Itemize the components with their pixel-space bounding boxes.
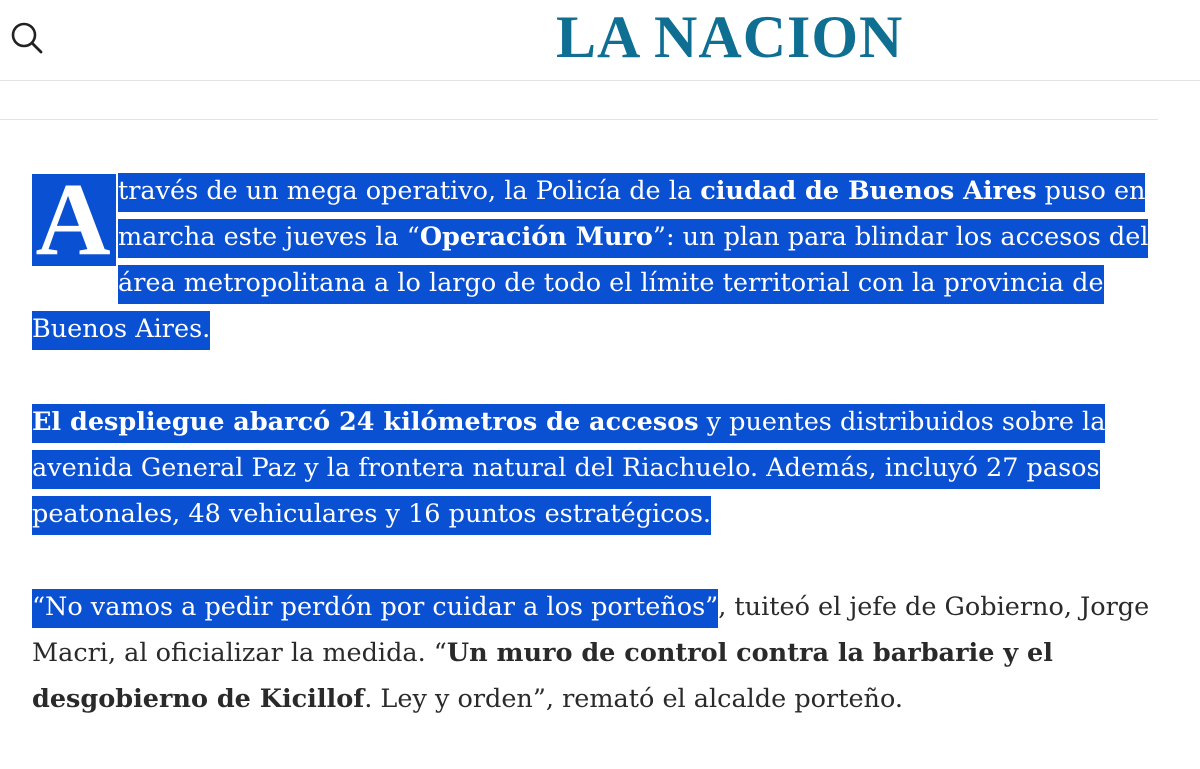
paragraph-1: Através de un mega operativo, la Policía de la ciudad de Buenos Aires puso en marcha este jueves la “Operación Muro”: un plan para blindar los accesos del área metropolitana a lo largo de todo el límite territorial con la provincia de Buenos Aires. <box>32 168 1162 352</box>
dropcap: A <box>32 174 116 266</box>
bold-muro-de-control: Un muro de control contra la barbarie y el desgobierno de Kicillof <box>32 638 1053 714</box>
search-button[interactable] <box>6 18 46 58</box>
paragraph-2: El despliegue abarcó 24 kilómetros de accesos y puentes distribuidos sobre la avenida General Paz y la frontera natural del Riachuelo. Además, incluyó 27 pasos peatonales, 48 vehiculares y 16 puntos estratégicos. <box>32 399 1162 537</box>
site-header <box>0 0 1200 81</box>
bold-despliegue: El despliegue abarcó 24 kilómetros de accesos <box>32 407 699 437</box>
bold-operacion-muro: Operación Muro <box>419 222 653 252</box>
divider <box>0 119 1158 120</box>
bold-ciudad: ciudad de Buenos Aires <box>700 176 1037 206</box>
site-logo[interactable]: LA NACION <box>556 4 904 70</box>
search-icon[interactable] <box>6 18 46 58</box>
paragraph-3: “No vamos a pedir perdón por cuidar a los porteños”, tuiteó el jefe de Gobierno, Jorge Macri, al oficializar la medida. “Un muro de control contra la barbarie y el desgobierno de Kicillof. Ley y orden”, remató el alcalde porteño. <box>32 584 1162 722</box>
selected-quote: “No vamos a pedir perdón por cuidar a los porteños” <box>32 589 718 628</box>
article-body <box>32 162 1162 769</box>
paragraph-1-text: través de un mega operativo, la Policía de la <box>118 176 701 206</box>
